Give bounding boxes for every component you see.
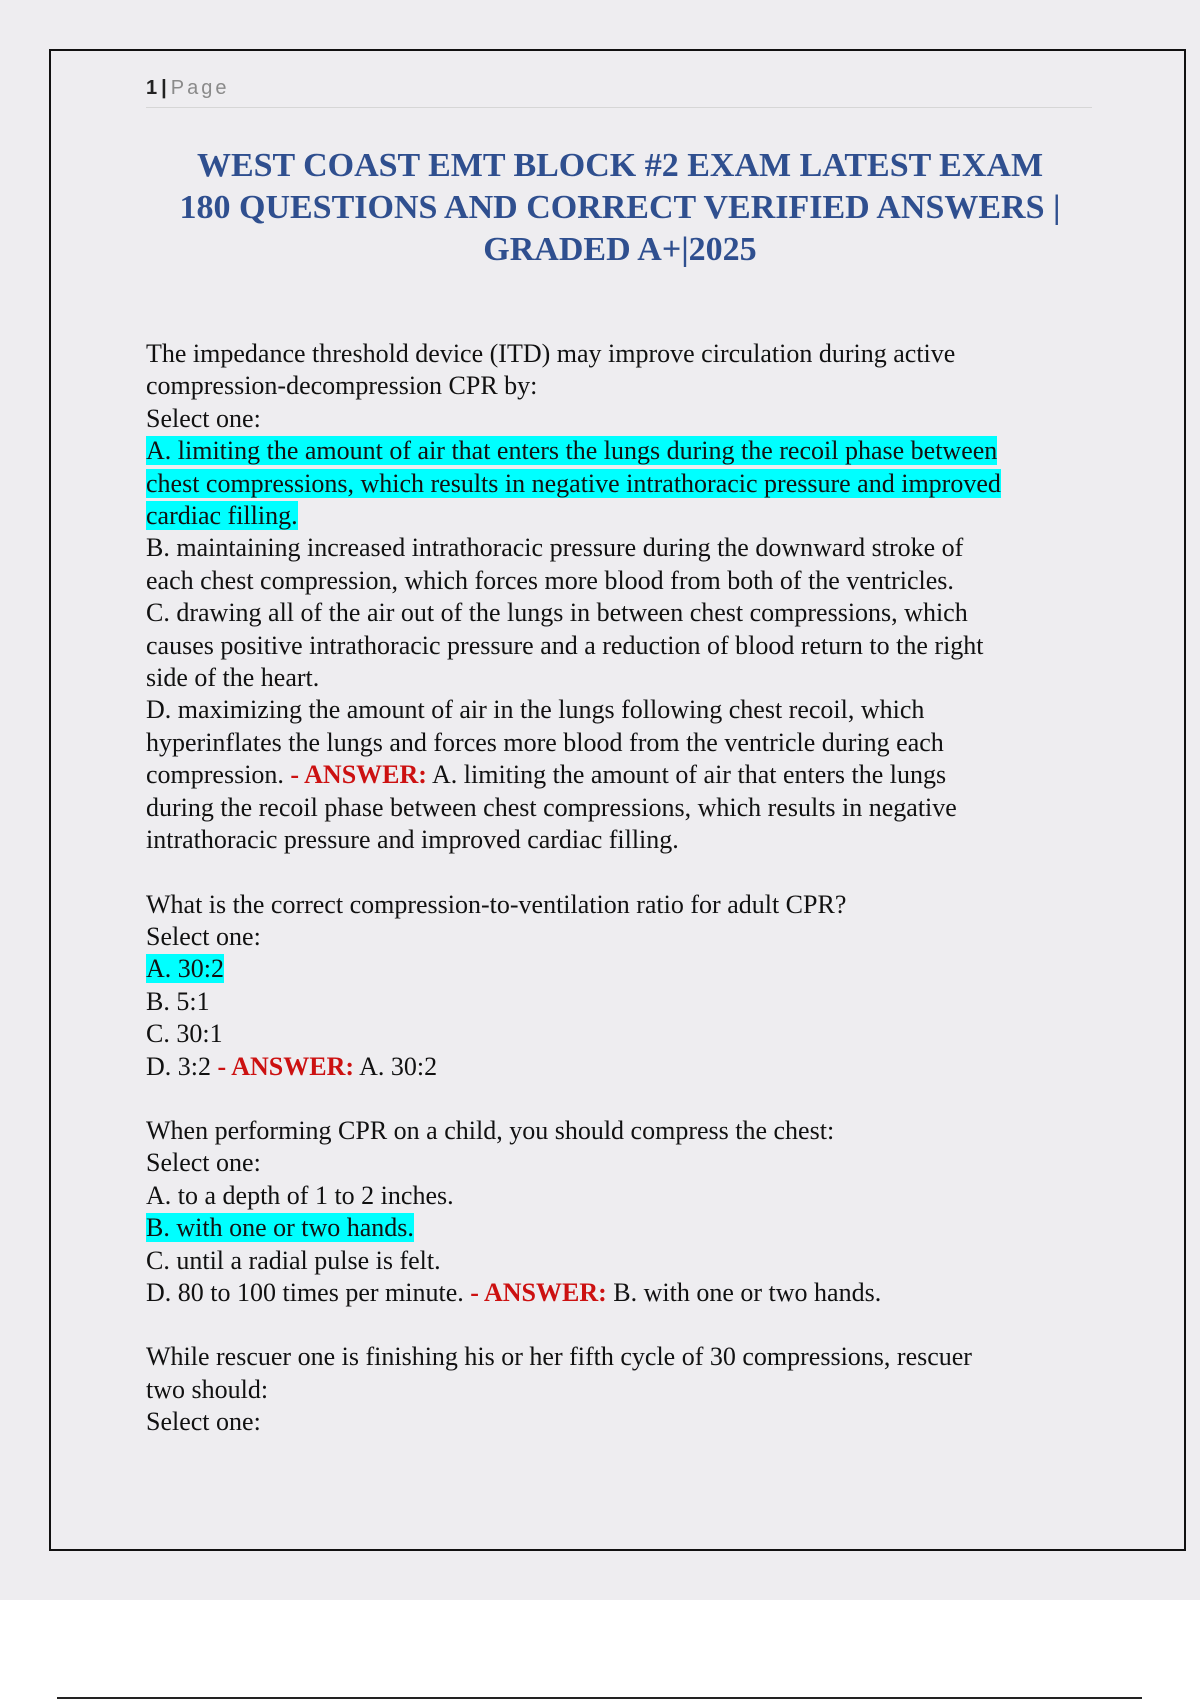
question-block [146, 1115, 1086, 1309]
option-d-with-answer [146, 1277, 1086, 1309]
question-stem: compression-decompression CPR by: [146, 371, 538, 401]
option-c: C. drawing all of the air out of the lungs in between chest compressions, which [146, 598, 968, 628]
question-block [146, 338, 1086, 857]
answer-marker: - ANSWER: [290, 760, 427, 790]
question-block [146, 889, 1086, 1083]
option-d: D. 80 to 100 times per minute. [146, 1277, 464, 1307]
page-label: Page [170, 77, 230, 99]
select-one-label: Select one: [146, 1148, 261, 1178]
title-line: WEST COAST EMT BLOCK #2 EXAM LATEST EXAM [196, 147, 1044, 184]
header-separator: | [161, 77, 167, 99]
next-page-top-rule [57, 1697, 1142, 1699]
option-c: causes positive intrathoracic pressure and a reduction of blood return to the right [146, 630, 984, 660]
title-line: GRADED A+|2025 [483, 231, 757, 268]
question-stem: While rescuer one is finishing his or her fifth cycle of 30 compressions, rescuer [146, 1342, 972, 1372]
question-stem: two should: [146, 1374, 269, 1404]
page-number: 1 [146, 77, 158, 99]
answer-text: A. 30:2 [359, 1051, 438, 1081]
option-d: D. maximizing the amount of air in the lungs following chest recoil, which [146, 695, 925, 725]
question-block [146, 1341, 1086, 1438]
answer-text: B. with one or two hands. [613, 1277, 882, 1307]
select-one-label: Select one: [146, 403, 261, 433]
option-c: C. 30:1 [146, 1019, 223, 1049]
option-b: B. 5:1 [146, 986, 210, 1016]
option-d: compression. [146, 760, 284, 790]
option-d-with-answer [146, 1051, 1086, 1083]
option-d: hyperinflates the lungs and forces more blood from the ventricle during each [146, 727, 944, 757]
option-d: D. 3:2 [146, 1051, 211, 1081]
page-header [146, 74, 1092, 108]
question-stem: What is the correct compression-to-ventilation ratio for adult CPR? [146, 889, 847, 919]
document-title [140, 145, 1100, 271]
option-d-with-answer [146, 759, 1086, 791]
option-a-highlighted: A. 30:2 [146, 954, 224, 984]
option-a: A. to a depth of 1 to 2 inches. [146, 1180, 454, 1210]
option-a-highlighted: chest compressions, which results in negative intrathoracic pressure and improved [146, 468, 1001, 498]
select-one-label: Select one: [146, 1407, 261, 1437]
option-a-highlighted: cardiac filling. [146, 501, 298, 531]
option-a-highlighted: A. limiting the amount of air that enters the lungs during the recoil phase between [146, 436, 998, 466]
option-b: each chest compression, which forces more blood from both of the ventricles. [146, 565, 954, 595]
answer-marker: - ANSWER: [470, 1277, 607, 1307]
option-c: C. until a radial pulse is felt. [146, 1245, 441, 1275]
option-c: side of the heart. [146, 663, 320, 693]
document-body [146, 338, 1086, 1471]
question-stem: The impedance threshold device (ITD) may improve circulation during active [146, 339, 956, 368]
answer-text: during the recoil phase between chest compressions, which results in negative [146, 792, 957, 822]
option-b: B. maintaining increased intrathoracic pressure during the downward stroke of [146, 533, 964, 563]
question-stem: When performing CPR on a child, you should compress the chest: [146, 1115, 835, 1145]
title-line: 180 QUESTIONS AND CORRECT VERIFIED ANSWERS | [179, 189, 1061, 226]
answer-text: intrathoracic pressure and improved cardiac filling. [146, 825, 679, 855]
select-one-label: Select one: [146, 921, 261, 951]
answer-text: A. limiting the amount of air that enters the lungs [432, 760, 947, 790]
answer-marker: - ANSWER: [217, 1051, 355, 1081]
option-b-highlighted: B. with one or two hands. [146, 1213, 414, 1243]
